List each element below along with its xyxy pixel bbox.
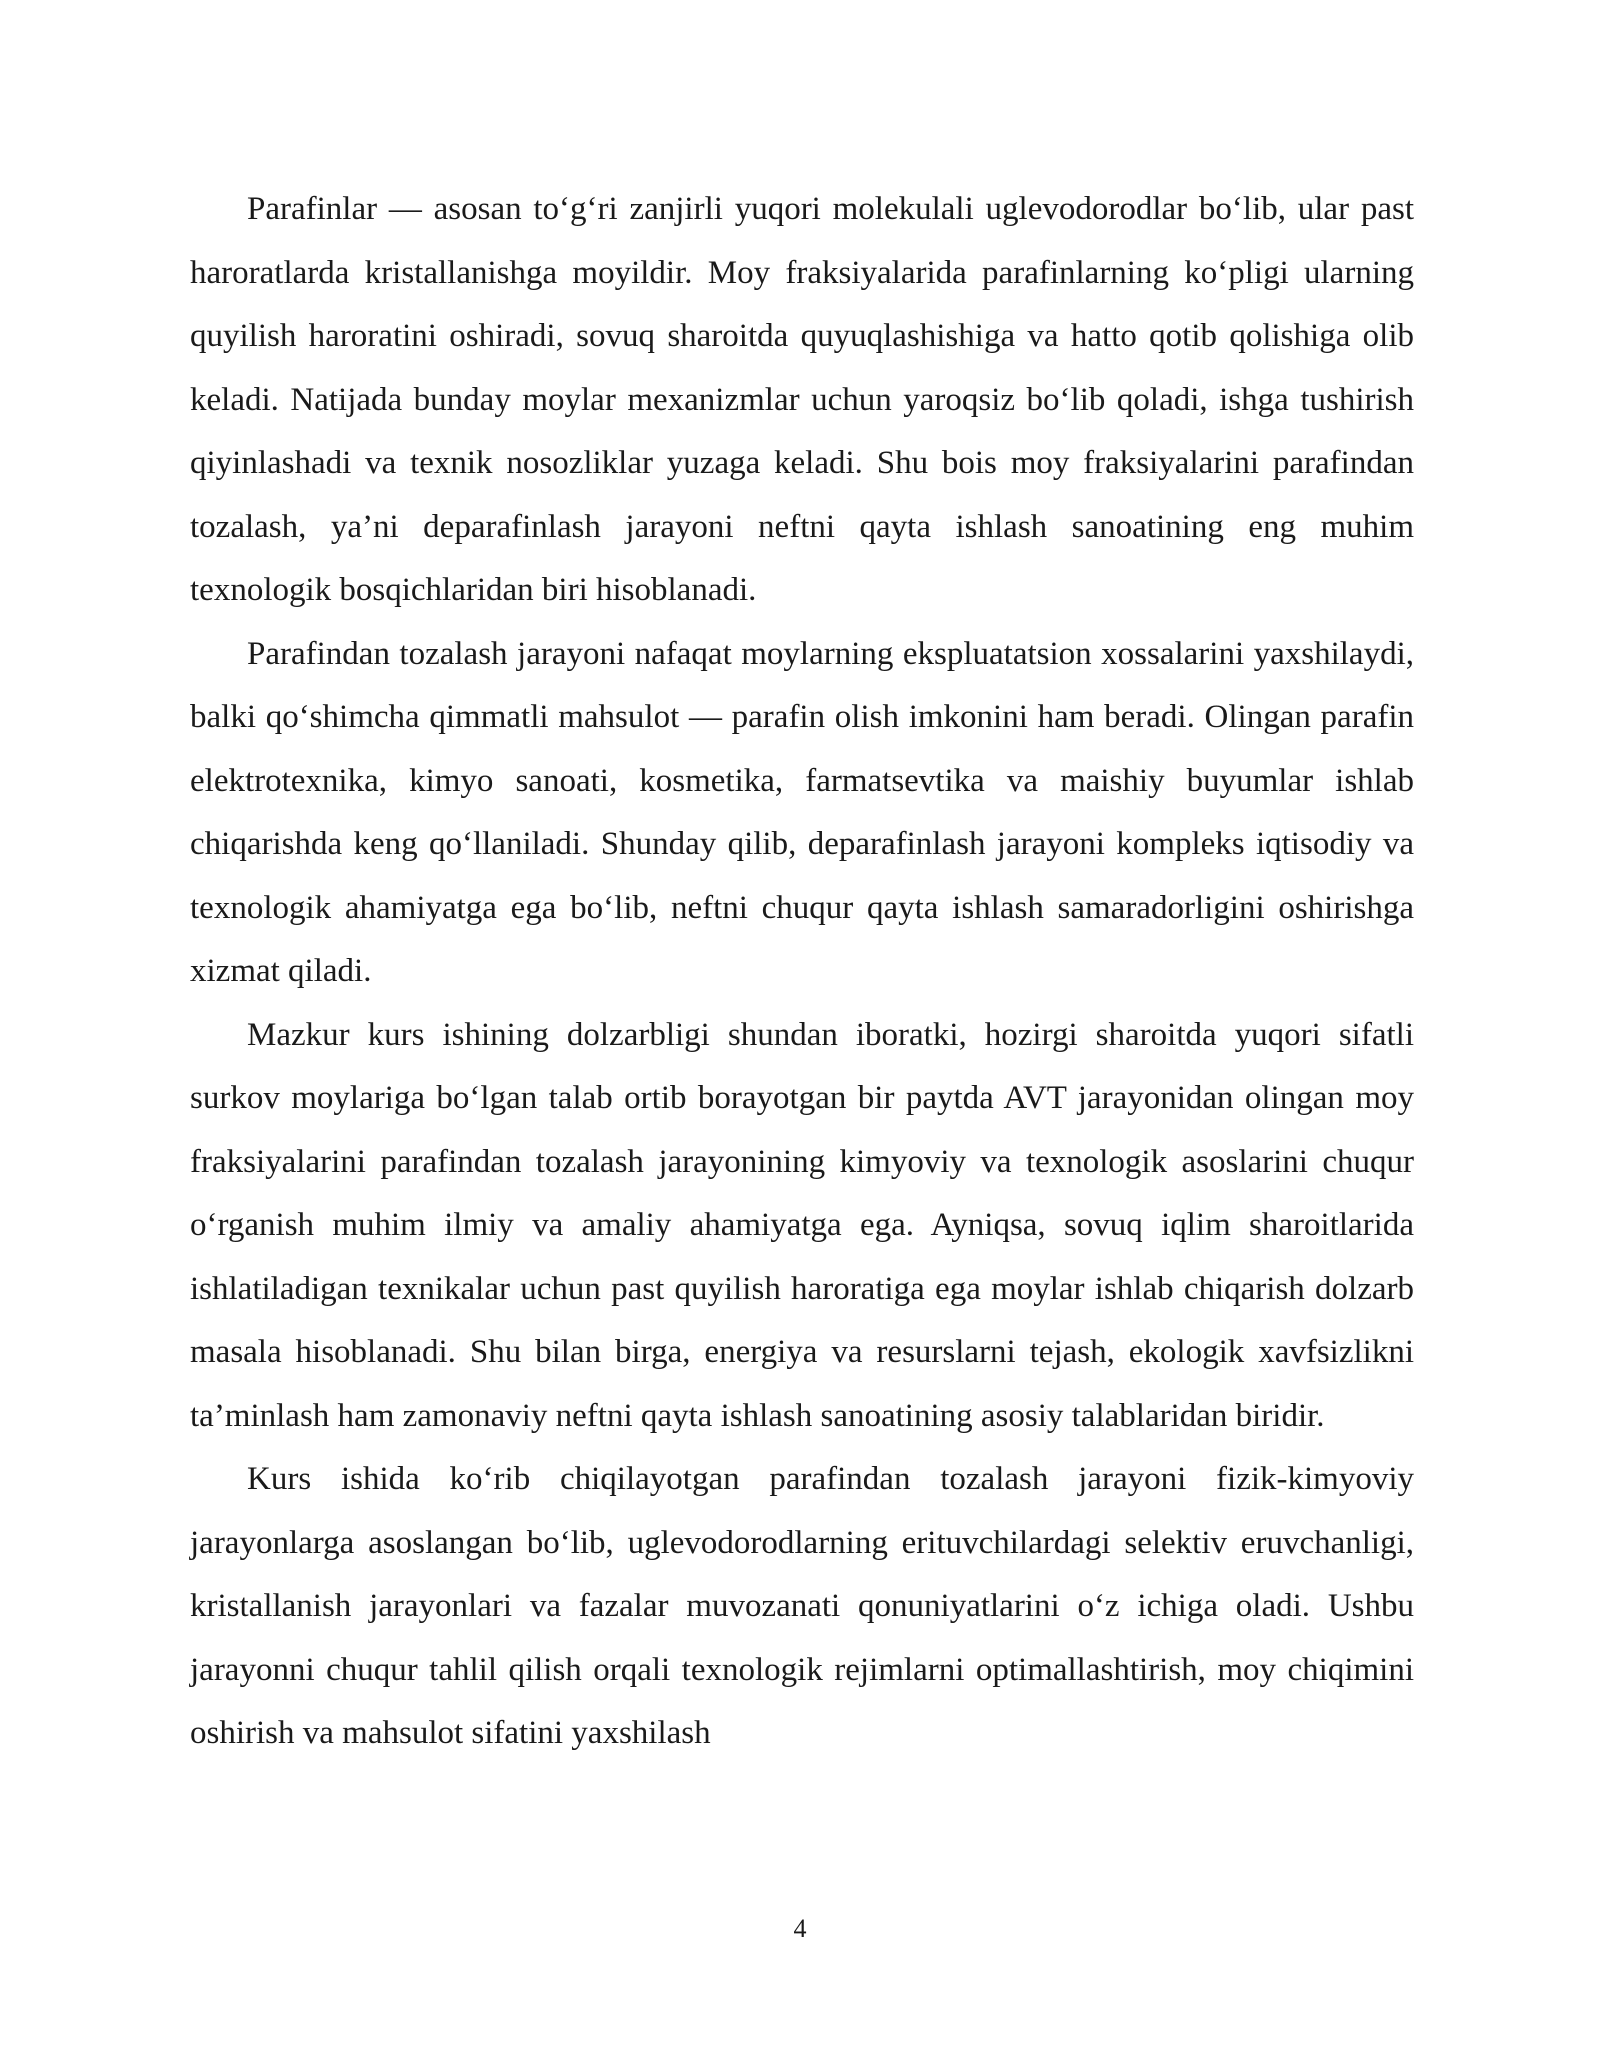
- page-number: 4: [793, 1914, 807, 1943]
- paragraph-3: Mazkur kurs ishining dolzarbligi shundan iboratki, hozirgi sharoitda yuqori sifatli surkov moylariga bo‘lgan talab ortib borayotgan bir paytda AVT jarayonidan olingan moy fraksiyalarini parafindan tozalash jarayonining kimyoviy va texnologik asoslarini chuqur o‘rganish muhim ilmiy va amaliy ahamiyatga ega. Ayniqsa, sovuq iqlim sharoitlarida ishlatiladigan texnikalar uchun past quyilish haroratiga ega moylar ishlab chiqarish dolzarb masala hisoblanadi. Shu bilan birga, energiya va resurslarni tejash, ekologik xavfsizlikni ta’minlash ham zamonaviy neftni qayta ishlash sanoatining asosiy talablaridan biridir.: [190, 1016, 1414, 1434]
- text-body: [190, 178, 1414, 1766]
- paragraph-2: Parafindan tozalash jarayoni nafaqat moylarning ekspluatatsion xossalarini yaxshilaydi, balki qo‘shimcha qimmatli mahsulot — parafin olish imkonini ham beradi. Olingan parafin elektrotexnika, kimyo sanoati, kosmetika, farmatsevtika va maishiy buyumlar ishlab chiqarishda keng qo‘llaniladi. Shunday qilib, deparafinlash jarayoni kompleks iqtisodiy va texnologik ahamiyatga ega bo‘lib, neftni chuqur qayta ishlash samaradorligini oshirishga xizmat qiladi.: [190, 635, 1414, 989]
- paragraph-4: Kurs ishida ko‘rib chiqilayotgan parafindan tozalash jarayoni fizik-kimyoviy jarayonlarga asoslangan bo‘lib, uglevodorodlarning erituvchilardagi selektiv eruvchanligi, kristallanish jarayonlari va fazalar muvozanati qonuniyatlarini o‘z ichiga oladi. Ushbu jarayonni chuqur tahlil qilish orqali texnologik rejimlarni optimallashtirish, moy chiqimini oshirish va mahsulot sifatini yaxshilash: [190, 1461, 1414, 1751]
- paragraph-1: Parafinlar — asosan to‘g‘ri zanjirli yuqori molekulali uglevodorodlar bo‘lib, ular past haroratlarda kristallanishga moyildir. Moy fraksiyalarida parafinlarning ko‘pligi ularning quyilish haroratini oshiradi, sovuq sharoitda quyuqlashishiga va hatto qotib qolishiga olib keladi. Natijada bunday moylar mexanizmlar uchun yaroqsiz bo‘lib qoladi, ishga tushirish qiyinlashadi va texnik nosozliklar yuzaga keladi. Shu bois moy fraksiyalarini parafindan tozalash, ya’ni deparafinlash jarayoni neftni qayta ishlash sanoatining eng muhim texnologik bosqichlaridan biri hisoblanadi.: [190, 191, 1414, 608]
